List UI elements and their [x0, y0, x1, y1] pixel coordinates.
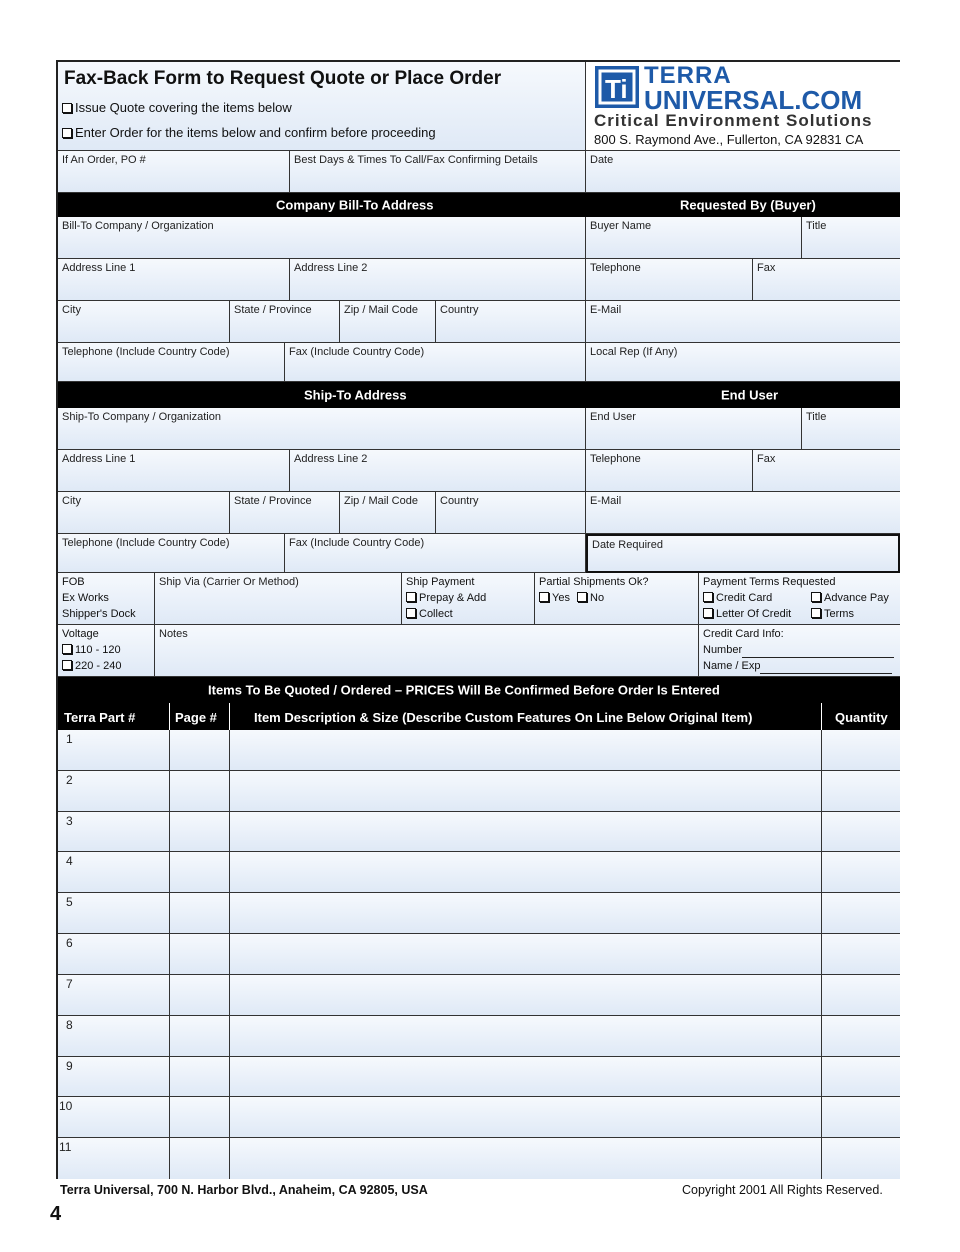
table-row: [58, 1138, 900, 1179]
table-row: [58, 730, 900, 771]
logo-terra: TERRA: [644, 62, 732, 89]
table-row: [58, 852, 900, 893]
fax-back-form: [56, 60, 900, 1179]
page-cell[interactable]: [170, 975, 230, 1016]
row-number: 11: [59, 1140, 72, 1155]
billto-zip-field[interactable]: Zip / Mail Code: [340, 301, 436, 343]
buyer-heading: Requested By (Buyer): [680, 197, 816, 213]
footer-address: Terra Universal, 700 N. Harbor Blvd., Anaheim, CA 92805, USA: [60, 1183, 428, 1197]
col-part: Terra Part #: [58, 703, 170, 730]
quantity-cell[interactable]: [822, 1097, 900, 1138]
local-rep-field[interactable]: Local Rep (If Any): [586, 343, 900, 382]
company-address: 800 S. Raymond Ave., Fullerton, CA 92831 CA: [594, 132, 864, 147]
form-title: Fax-Back Form to Request Quote or Place Order: [64, 68, 502, 89]
part-number-cell[interactable]: [58, 771, 170, 812]
billto-city-field[interactable]: City: [58, 301, 230, 343]
voltage-220-option[interactable]: 220 - 240: [62, 658, 121, 674]
quantity-cell[interactable]: [822, 730, 900, 771]
terms-option[interactable]: Terms: [811, 606, 854, 622]
enter-order-option[interactable]: Enter Order for the items below and confirm before proceeding: [62, 125, 436, 141]
prepay-option[interactable]: Prepay & Add: [406, 590, 486, 606]
billto-company-field[interactable]: Bill-To Company / Organization: [58, 217, 586, 259]
buyer-name-field[interactable]: Buyer Name: [586, 217, 802, 259]
part-number-cell[interactable]: [58, 1016, 170, 1057]
page-cell[interactable]: [170, 1057, 230, 1098]
page-cell[interactable]: [170, 1138, 230, 1179]
logo-block: [586, 62, 900, 151]
description-cell[interactable]: [230, 730, 822, 771]
checkbox-icon: [62, 103, 72, 113]
page-cell[interactable]: [170, 771, 230, 812]
date-required-field[interactable]: Date Required: [586, 534, 900, 573]
shipto-state-field[interactable]: State / Province: [230, 492, 340, 534]
billto-state-field[interactable]: State / Province: [230, 301, 340, 343]
best-days-field[interactable]: Best Days & Times To Call/Fax Confirming Details: [290, 151, 586, 193]
part-number-cell[interactable]: [58, 1057, 170, 1098]
enduser-email-field[interactable]: E-Mail: [586, 492, 900, 534]
ship-payment-cell: Ship Payment Prepay & Add Collect: [402, 573, 535, 625]
row-number: 8: [66, 1017, 73, 1032]
header-title-block: [58, 62, 586, 151]
quantity-cell[interactable]: [822, 975, 900, 1016]
quantity-cell[interactable]: [822, 812, 900, 853]
fob-ex-works[interactable]: Ex Works: [62, 592, 109, 604]
page-cell[interactable]: [170, 1097, 230, 1138]
part-number-cell[interactable]: [58, 812, 170, 853]
buyer-email-field[interactable]: E-Mail: [586, 301, 900, 343]
part-number-cell[interactable]: [58, 1138, 170, 1179]
description-cell[interactable]: [230, 893, 822, 934]
part-number-cell[interactable]: [58, 730, 170, 771]
cc-name-exp-field[interactable]: Name / Exp: [703, 658, 892, 674]
shipto-address2-field[interactable]: Address Line 2: [290, 450, 586, 492]
table-row: [58, 771, 900, 812]
description-cell[interactable]: [230, 771, 822, 812]
part-number-cell[interactable]: [58, 893, 170, 934]
partial-yes-option[interactable]: Yes: [539, 590, 570, 606]
billto-address2-field[interactable]: Address Line 2: [290, 259, 586, 301]
shipto-city-field[interactable]: City: [58, 492, 230, 534]
row-number: 1: [66, 732, 73, 746]
row-number: 5: [66, 895, 73, 910]
page-cell[interactable]: [170, 893, 230, 934]
buyer-fax-field[interactable]: Fax: [753, 259, 900, 301]
collect-option[interactable]: Collect: [406, 606, 453, 622]
terra-logo-icon: [594, 65, 642, 111]
description-cell[interactable]: [230, 1138, 822, 1179]
quantity-cell[interactable]: [822, 934, 900, 975]
description-cell[interactable]: [230, 975, 822, 1016]
description-cell[interactable]: [230, 852, 822, 893]
credit-card-option[interactable]: Credit Card: [703, 590, 772, 606]
buyer-title-field[interactable]: Title: [802, 217, 900, 259]
table-row: [58, 1097, 900, 1138]
billto-fax-field[interactable]: Fax (Include Country Code): [285, 343, 586, 382]
credit-card-info-cell: Credit Card Info: Number Name / Exp: [699, 625, 900, 677]
table-row: [58, 1057, 900, 1098]
col-description: Item Description & Size (Describe Custom Features On Line Below Original Item): [230, 703, 822, 730]
cc-number-field[interactable]: Number: [703, 642, 894, 658]
description-cell[interactable]: [230, 1016, 822, 1057]
items-header-bar: [58, 677, 900, 703]
shipto-zip-field[interactable]: Zip / Mail Code: [340, 492, 436, 534]
items-column-headers: [58, 703, 900, 730]
billto-address1-field[interactable]: Address Line 1: [58, 259, 290, 301]
billto-heading: Company Bill-To Address: [276, 197, 434, 213]
page-number: 4: [50, 1203, 62, 1225]
enduser-name-field[interactable]: End User: [586, 408, 802, 450]
page-cell[interactable]: [170, 730, 230, 771]
enduser-phone-field[interactable]: Telephone: [586, 450, 753, 492]
fob-shippers-dock[interactable]: Shipper's Dock: [62, 608, 136, 620]
shipto-heading: Ship-To Address: [304, 387, 407, 403]
advance-pay-option[interactable]: Advance Pay: [811, 590, 889, 606]
letter-of-credit-option[interactable]: Letter Of Credit: [703, 606, 791, 622]
enduser-title-field[interactable]: Title: [802, 408, 900, 450]
row-number: 3: [66, 813, 73, 828]
row-number: 2: [66, 772, 73, 787]
billto-phone-field[interactable]: Telephone (Include Country Code): [58, 343, 285, 382]
payment-terms-cell: Payment Terms Requested Credit Card Advance Pay Letter Of Credit Terms: [699, 573, 900, 625]
shipto-address1-field[interactable]: Address Line 1: [58, 450, 290, 492]
voltage-cell: Voltage 110 - 120 220 - 240: [58, 625, 155, 677]
table-row: [58, 1016, 900, 1057]
page-cell[interactable]: [170, 1016, 230, 1057]
page-cell[interactable]: [170, 812, 230, 853]
shipto-company-field[interactable]: Ship-To Company / Organization: [58, 408, 586, 450]
row-number: 10: [59, 1099, 73, 1114]
quantity-cell[interactable]: [822, 893, 900, 934]
checkbox-icon: [62, 128, 72, 138]
table-row: [58, 893, 900, 934]
items-table-body: [58, 730, 900, 1179]
part-number-cell[interactable]: [58, 1097, 170, 1138]
part-number-cell[interactable]: [58, 852, 170, 893]
table-row: [58, 934, 900, 975]
fob-cell: FOB Ex Works Shipper's Dock: [58, 573, 155, 625]
date-field[interactable]: Date: [586, 151, 900, 193]
quantity-cell[interactable]: [822, 1016, 900, 1057]
quantity-cell[interactable]: [822, 1138, 900, 1179]
shipto-country-field[interactable]: Country: [436, 492, 586, 534]
description-cell[interactable]: [230, 1057, 822, 1098]
row-number: 6: [66, 936, 73, 951]
partial-shipments-cell: Partial Shipments Ok? Yes No: [535, 573, 699, 625]
enduser-fax-field[interactable]: Fax: [753, 450, 900, 492]
shipto-phone-field[interactable]: Telephone (Include Country Code): [58, 534, 285, 573]
col-page: Page #: [170, 703, 230, 730]
shipto-enduser-header-bar: [58, 382, 900, 408]
page-cell[interactable]: [170, 852, 230, 893]
col-quantity: Quantity: [835, 710, 888, 725]
row-number: 9: [66, 1058, 73, 1073]
quantity-cell[interactable]: [822, 771, 900, 812]
table-row: [58, 975, 900, 1016]
footer-copyright: Copyright 2001 All Rights Reserved.: [682, 1183, 883, 1197]
notes-field[interactable]: Notes: [155, 625, 699, 677]
part-number-cell[interactable]: [58, 934, 170, 975]
part-number-cell[interactable]: [58, 975, 170, 1016]
tagline: Critical Environment Solutions: [594, 111, 873, 130]
shipto-fax-field[interactable]: Fax (Include Country Code): [285, 534, 586, 573]
ship-via-field[interactable]: Ship Via (Carrier Or Method): [155, 573, 402, 625]
row-number: 4: [66, 854, 73, 869]
voltage-110-option[interactable]: 110 - 120: [62, 642, 121, 658]
enduser-heading: End User: [721, 387, 779, 403]
quantity-cell[interactable]: [822, 852, 900, 893]
quantity-cell[interactable]: [822, 1057, 900, 1098]
billto-country-field[interactable]: Country: [436, 301, 586, 343]
row-number: 7: [66, 976, 73, 991]
issue-quote-option[interactable]: Issue Quote covering the items below: [62, 100, 292, 116]
table-row: [58, 812, 900, 853]
description-cell[interactable]: [230, 812, 822, 853]
po-field[interactable]: If An Order, PO #: [58, 151, 290, 193]
items-heading: Items To Be Quoted / Ordered – PRICES Will Be Confirmed Before Order Is Entered: [208, 682, 720, 698]
description-cell[interactable]: [230, 934, 822, 975]
description-cell[interactable]: [230, 1097, 822, 1138]
partial-no-option[interactable]: No: [577, 590, 604, 606]
billto-buyer-header-bar: [58, 193, 900, 217]
logo-universal: UNIVERSAL.COM: [644, 85, 863, 115]
svg-text:Ti: Ti: [605, 74, 628, 104]
page-cell[interactable]: [170, 934, 230, 975]
buyer-phone-field[interactable]: Telephone: [586, 259, 753, 301]
